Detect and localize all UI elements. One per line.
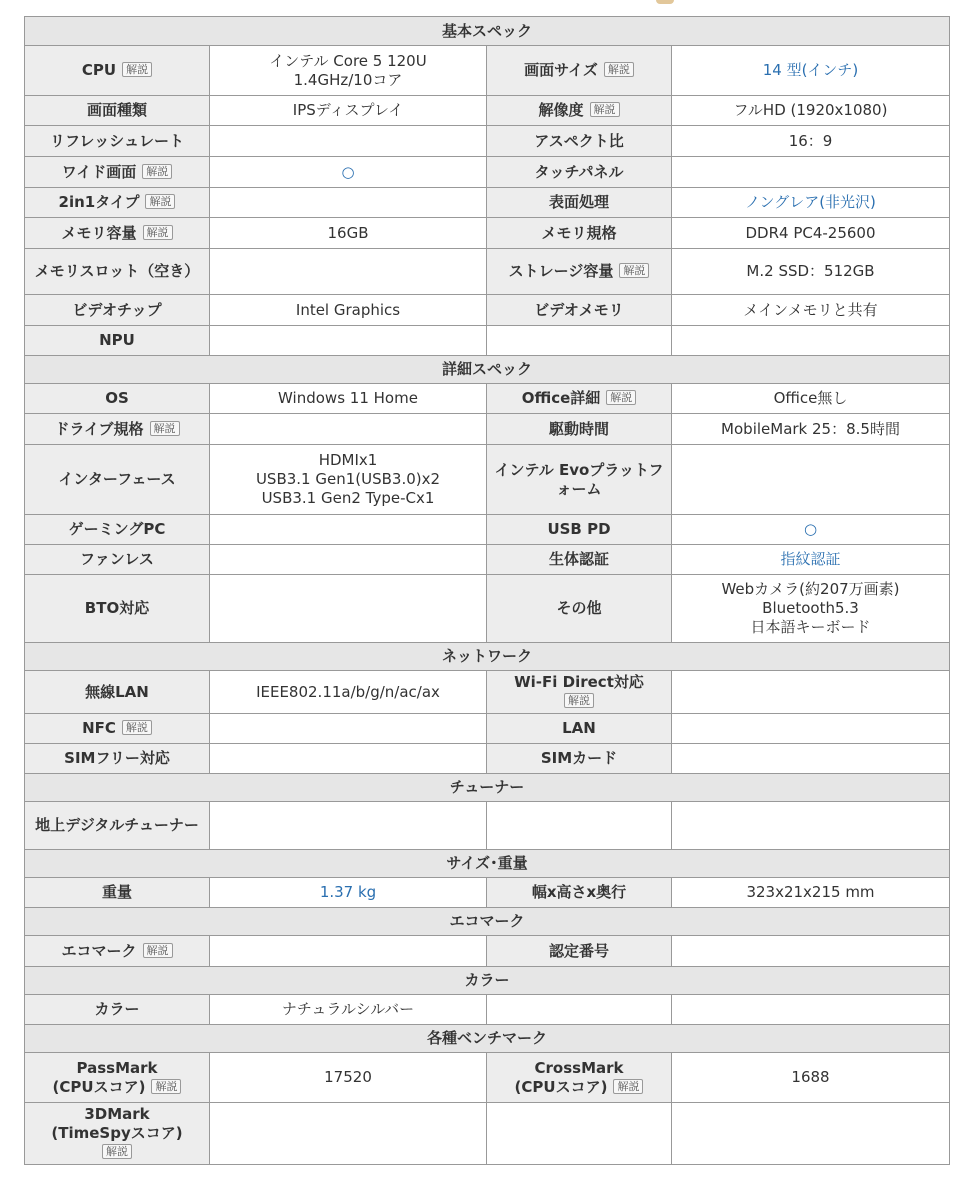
- value-touch-panel: [672, 157, 950, 188]
- explain-button[interactable]: 解説: [122, 62, 152, 77]
- value-eco-mark: [210, 936, 487, 967]
- spec-table: [24, 16, 950, 1165]
- label-screen-type: 画面種類: [25, 96, 210, 126]
- label-memory-capacity: [25, 218, 210, 249]
- link-biometric[interactable]: 指紋認証: [672, 545, 950, 575]
- link-surface[interactable]: ノングレア(非光沢): [672, 188, 950, 218]
- value-digital-tuner: [210, 802, 487, 850]
- value-sim-free: [210, 744, 487, 774]
- value-bto: [210, 575, 487, 643]
- section-header-detail: 詳細スペック: [25, 356, 950, 384]
- value-fanless: [210, 545, 487, 575]
- label-other: その他: [487, 575, 672, 643]
- label-drive: [25, 414, 210, 445]
- value-line: 日本語キーボード: [750, 618, 871, 636]
- value-crossmark: 1688: [672, 1053, 950, 1103]
- explain-button[interactable]: 解説: [143, 225, 173, 240]
- explain-button[interactable]: 解説: [145, 194, 175, 209]
- value-wide-screen: ○: [210, 157, 487, 188]
- label-touch-panel: タッチパネル: [487, 157, 672, 188]
- label-3dmark: [25, 1103, 210, 1165]
- label-wide-screen: [25, 157, 210, 188]
- label-resolution: [487, 96, 672, 126]
- explain-button[interactable]: 解説: [142, 164, 172, 179]
- label-text: ストレージ容量: [508, 262, 614, 280]
- value-line: Bluetooth5.3: [762, 599, 859, 617]
- label-text: CPU: [81, 61, 117, 79]
- label-sim-free: SIMフリー対応: [25, 744, 210, 774]
- value-color: ナチュラルシルバー: [210, 995, 487, 1025]
- label-screen-size: [487, 46, 672, 96]
- label-text: Wi-Fi Direct対応: [514, 673, 644, 691]
- label-text: 解像度: [538, 101, 584, 119]
- value-line: USB3.1 Gen1(USB3.0)x2: [255, 470, 441, 488]
- value-evo: [672, 445, 950, 515]
- value-screen-type: IPSディスプレイ: [210, 96, 487, 126]
- value-memory-standard: DDR4 PC4-25600: [672, 218, 950, 249]
- empty-cell: [672, 326, 950, 356]
- value-line: USB3.1 Gen2 Type-Cx1: [261, 489, 435, 507]
- label-storage: [487, 249, 672, 295]
- empty-cell: [672, 995, 950, 1025]
- section-header-benchmark: 各種ベンチマーク: [25, 1025, 950, 1053]
- value-dimensions: 323x21x215 mm: [672, 878, 950, 908]
- label-text: (CPUスコア): [514, 1077, 608, 1096]
- value-aspect-ratio: 16：9: [672, 126, 950, 157]
- value-2in1: [210, 188, 487, 218]
- value-video-memory: メインメモリと共有: [672, 295, 950, 326]
- label-npu: NPU: [25, 326, 210, 356]
- explain-button[interactable]: 解説: [613, 1079, 643, 1094]
- label-text: エコマーク: [61, 941, 137, 960]
- value-storage: M.2 SSD：512GB: [672, 249, 950, 295]
- explain-button[interactable]: 解説: [150, 421, 180, 436]
- link-screen-size[interactable]: 14 型(インチ): [672, 46, 950, 96]
- label-2in1: [25, 188, 210, 218]
- explain-button[interactable]: 解説: [564, 693, 594, 708]
- empty-cell: [487, 995, 672, 1025]
- label-text: ドライブ規格: [54, 419, 144, 438]
- empty-cell: [672, 802, 950, 850]
- label-digital-tuner: 地上デジタルチューナー: [25, 802, 210, 850]
- label-interface: インターフェース: [25, 445, 210, 515]
- section-header-tuner: チューナー: [25, 774, 950, 802]
- section-header-eco: エコマーク: [25, 908, 950, 936]
- explain-button[interactable]: 解説: [604, 62, 634, 77]
- value-wifi-direct: [672, 671, 950, 714]
- label-text: NFC: [82, 719, 116, 737]
- label-sim-card: SIMカード: [487, 744, 672, 774]
- explain-button[interactable]: 解説: [102, 1144, 132, 1159]
- value-office: Office無し: [672, 384, 950, 414]
- label-battery: 駆動時間: [487, 414, 672, 445]
- value-video-chip: Intel Graphics: [210, 295, 487, 326]
- label-refresh-rate: リフレッシュレート: [25, 126, 210, 157]
- value-passmark: 17520: [210, 1053, 487, 1103]
- value-gaming: [210, 515, 487, 545]
- label-text: 3DMark: [84, 1105, 150, 1123]
- label-surface: 表面処理: [487, 188, 672, 218]
- label-eco-mark: [25, 936, 210, 967]
- label-text: (CPUスコア): [52, 1077, 146, 1096]
- value-cert-number: [672, 936, 950, 967]
- label-aspect-ratio: アスペクト比: [487, 126, 672, 157]
- empty-cell: [487, 802, 672, 850]
- label-video-chip: ビデオチップ: [25, 295, 210, 326]
- label-text: ワイド画面: [61, 162, 137, 181]
- label-video-memory: ビデオメモリ: [487, 295, 672, 326]
- decorative-corner: [656, 0, 674, 4]
- value-wireless-lan: IEEE802.11a/b/g/n/ac/ax: [210, 671, 487, 714]
- value-other: [672, 575, 950, 643]
- label-office: [487, 384, 672, 414]
- label-usb-pd: USB PD: [487, 515, 672, 545]
- label-wireless-lan: 無線LAN: [25, 671, 210, 714]
- label-text: (TimeSpyスコア): [51, 1124, 183, 1142]
- value-lan: [672, 714, 950, 744]
- value-battery: MobileMark 25：8.5時間: [672, 414, 950, 445]
- value-3dmark: [210, 1103, 487, 1165]
- value-usb-pd: ○: [672, 515, 950, 545]
- label-evo: インテル Evoプラットフォーム: [487, 445, 672, 515]
- section-header-color: カラー: [25, 967, 950, 995]
- label-weight: 重量: [25, 878, 210, 908]
- label-wifi-direct: [487, 671, 672, 714]
- value-cpu: [210, 46, 487, 96]
- value-memory-slot: [210, 249, 487, 295]
- label-crossmark: [487, 1053, 672, 1103]
- value-line: 1.4GHz/10コア: [293, 70, 403, 89]
- section-header-network: ネットワーク: [25, 643, 950, 671]
- value-sim-card: [672, 744, 950, 774]
- value-nfc: [210, 714, 487, 744]
- label-text: 2in1タイプ: [58, 193, 140, 211]
- empty-cell: [487, 1103, 672, 1165]
- value-memory-capacity: 16GB: [210, 218, 487, 249]
- explain-button[interactable]: 解説: [619, 263, 649, 278]
- value-interface: [210, 445, 487, 515]
- label-passmark: [25, 1053, 210, 1103]
- value-os: Windows 11 Home: [210, 384, 487, 414]
- label-cert-number: 認定番号: [487, 936, 672, 967]
- empty-cell: [672, 1103, 950, 1165]
- value-resolution: フルHD (1920x1080): [672, 96, 950, 126]
- label-cpu: [25, 46, 210, 96]
- value-drive: [210, 414, 487, 445]
- empty-cell: [487, 326, 672, 356]
- explain-button[interactable]: 解説: [122, 720, 152, 735]
- link-weight[interactable]: 1.37 kg: [210, 878, 487, 908]
- label-text: PassMark: [76, 1058, 158, 1077]
- label-dimensions: 幅x高さx奥行: [487, 878, 672, 908]
- label-text: CrossMark: [534, 1058, 624, 1077]
- value-line: HDMIx1: [318, 451, 378, 469]
- label-memory-standard: メモリ規格: [487, 218, 672, 249]
- explain-button[interactable]: 解説: [143, 943, 173, 958]
- label-text: Office詳細: [521, 389, 601, 407]
- value-refresh-rate: [210, 126, 487, 157]
- label-lan: LAN: [487, 714, 672, 744]
- label-biometric: 生体認証: [487, 545, 672, 575]
- explain-button[interactable]: 解説: [606, 390, 636, 405]
- value-npu: [210, 326, 487, 356]
- label-nfc: [25, 714, 210, 744]
- explain-button[interactable]: 解説: [590, 102, 620, 117]
- section-header-basic: 基本スペック: [25, 17, 950, 46]
- value-line: インテル Core 5 120U: [269, 51, 427, 70]
- label-memory-slot: メモリスロット（空き）: [25, 249, 210, 295]
- label-text: 画面サイズ: [524, 61, 598, 79]
- label-fanless: ファンレス: [25, 545, 210, 575]
- explain-button[interactable]: 解説: [151, 1079, 181, 1094]
- value-line: Webカメラ(約207万画素): [721, 580, 900, 598]
- label-os: OS: [25, 384, 210, 414]
- label-text: メモリ容量: [61, 223, 137, 242]
- label-gaming: ゲーミングPC: [25, 515, 210, 545]
- label-color: カラー: [25, 995, 210, 1025]
- label-bto: BTO対応: [25, 575, 210, 643]
- section-header-size: サイズ･重量: [25, 850, 950, 878]
